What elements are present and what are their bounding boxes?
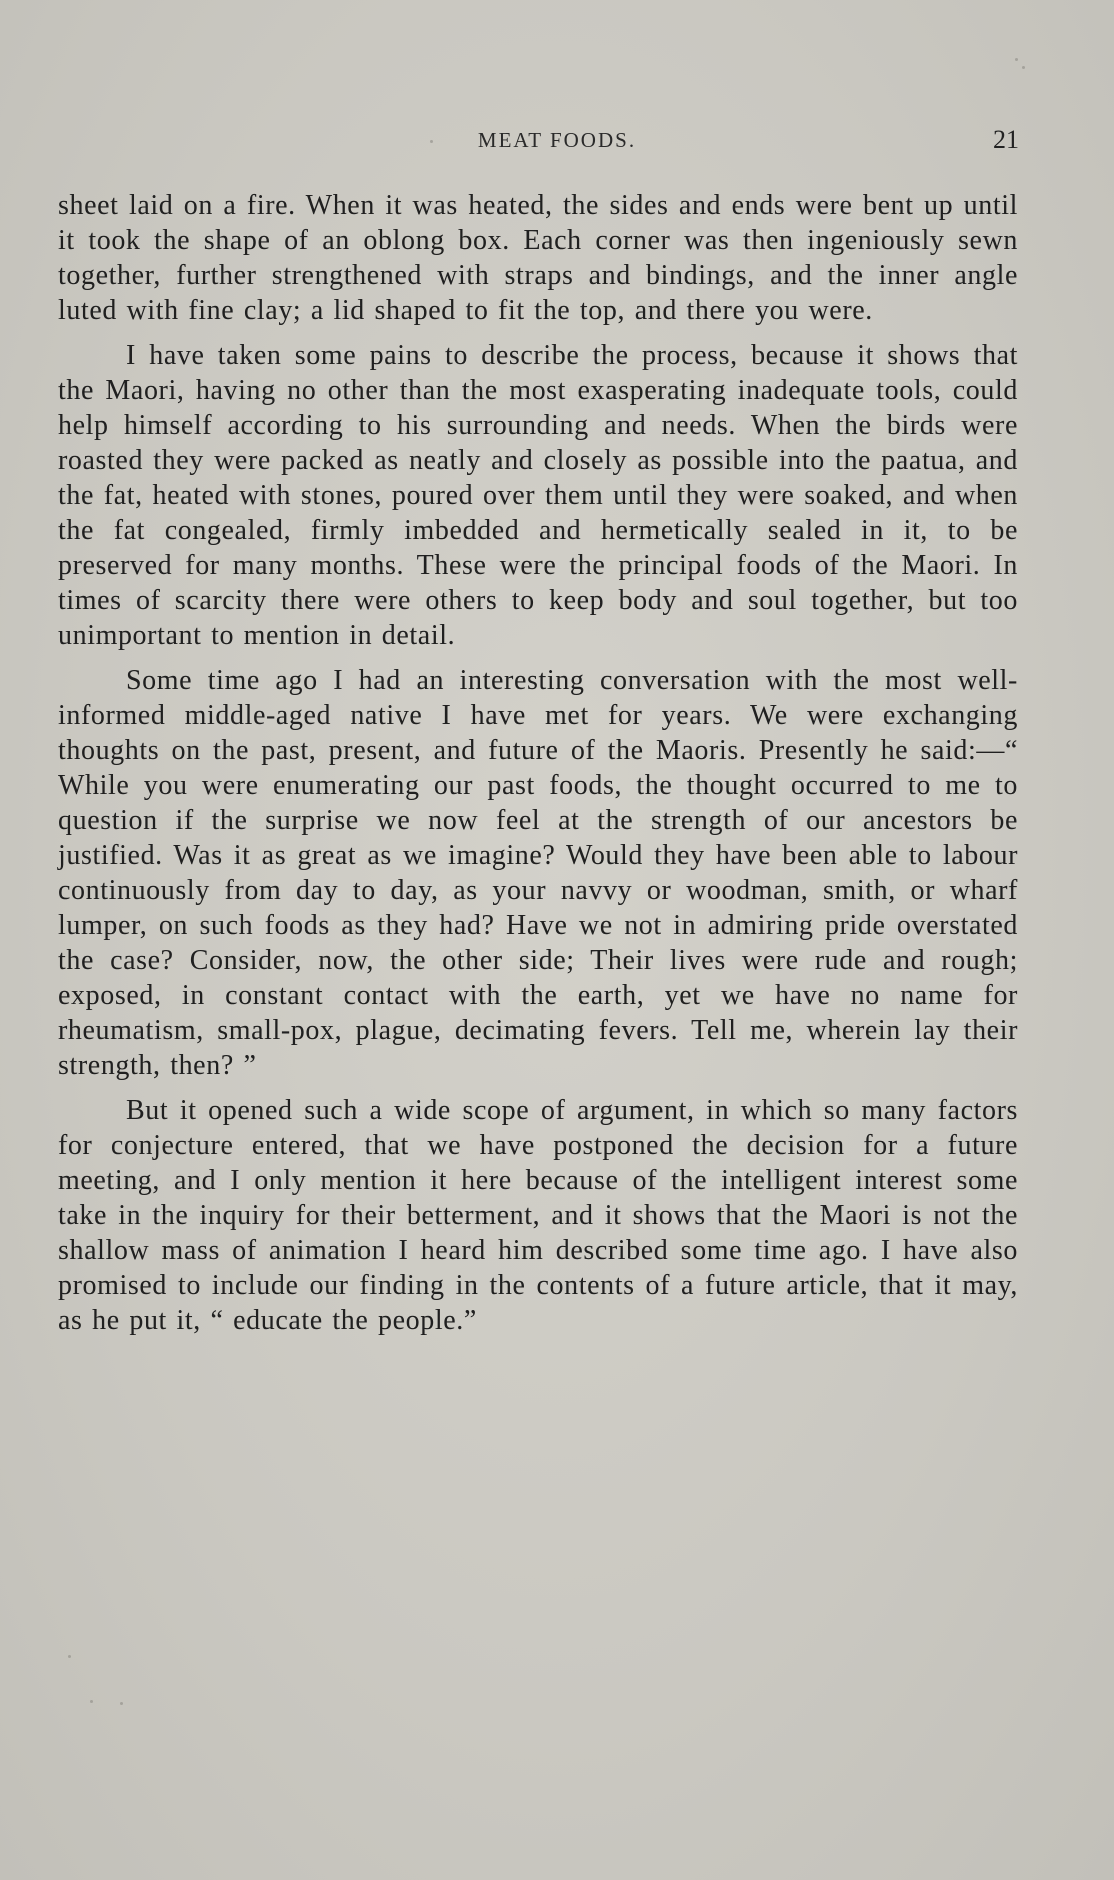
body-text: [58, 188, 1018, 1348]
paper-speck: [1015, 58, 1018, 61]
paper-speck: [430, 140, 433, 143]
page-number: 21: [993, 125, 1019, 154]
paragraph-process: I have taken some pains to describe the process, because it shows that the Maori, having no other than the most exasperating inadequate tools, could help himself according to his surrounding and needs. When the birds were roasted they were packed as neatly and closely as possible into the paatua, and the fat, heated with stones, poured over them until they were soaked, and when the fat congealed, firmly imbedded and hermetically sealed in it, to be preserved for many months. These were the principal foods of the Maori. In times of scarcity there were others to keep body and soul together, but too unimportant to mention in detail.: [58, 340, 1018, 651]
paragraph-continued: sheet laid on a fire. When it was heated, the sides and ends were bent up until it took the shape of an oblong box. Each corner was then ingeniously sewn together, further strengthened with straps and bindings, and the inner angle luted with fine clay; a lid shaped to fit the top, and there you were.: [58, 190, 1018, 326]
paragraph-conversation: Some time ago I had an interesting conversation with the most well-informed middle-aged native I have met for years. We were exchanging thoughts on the past, present, and future of the Maoris. Presently he said:—“ While you were enumerating our past foods, the thought occurred to me to question if the surprise we now feel at the strength of our ancestors be justified. Was it as great as we imagine? Would they have been able to labour continuously from day to day, as your navvy or woodman, smith, or wharf lumper, on such foods as they had? Have we not in admiring pride overstated the case? Consider, now, the other side; Their lives were rude and rough; exposed, in constant contact with the earth, yet we have no name for rheumatism, small-pox, plague, decimating fevers. Tell me, wherein lay their strength, then? ”: [58, 665, 1018, 1081]
paragraph-argument: But it opened such a wide scope of argument, in which so many factors for conjecture entered, that we have postponed the decision for a future meeting, and I only mention it here because of the intelligent interest some take in the inquiry for their betterment, and it shows that the Maori is not the shallow mass of animation I heard him described some time ago. I have also promised to include our finding in the contents of a future article, that it may, as he put it, “ educate the people.”: [58, 1095, 1018, 1336]
paper-speck: [90, 1700, 93, 1703]
paper-speck: [120, 1702, 123, 1705]
running-title: MEAT FOODS.: [477, 128, 637, 152]
running-head: [0, 125, 1114, 158]
paper-speck: [1022, 66, 1025, 69]
paper-speck: [68, 1655, 71, 1658]
